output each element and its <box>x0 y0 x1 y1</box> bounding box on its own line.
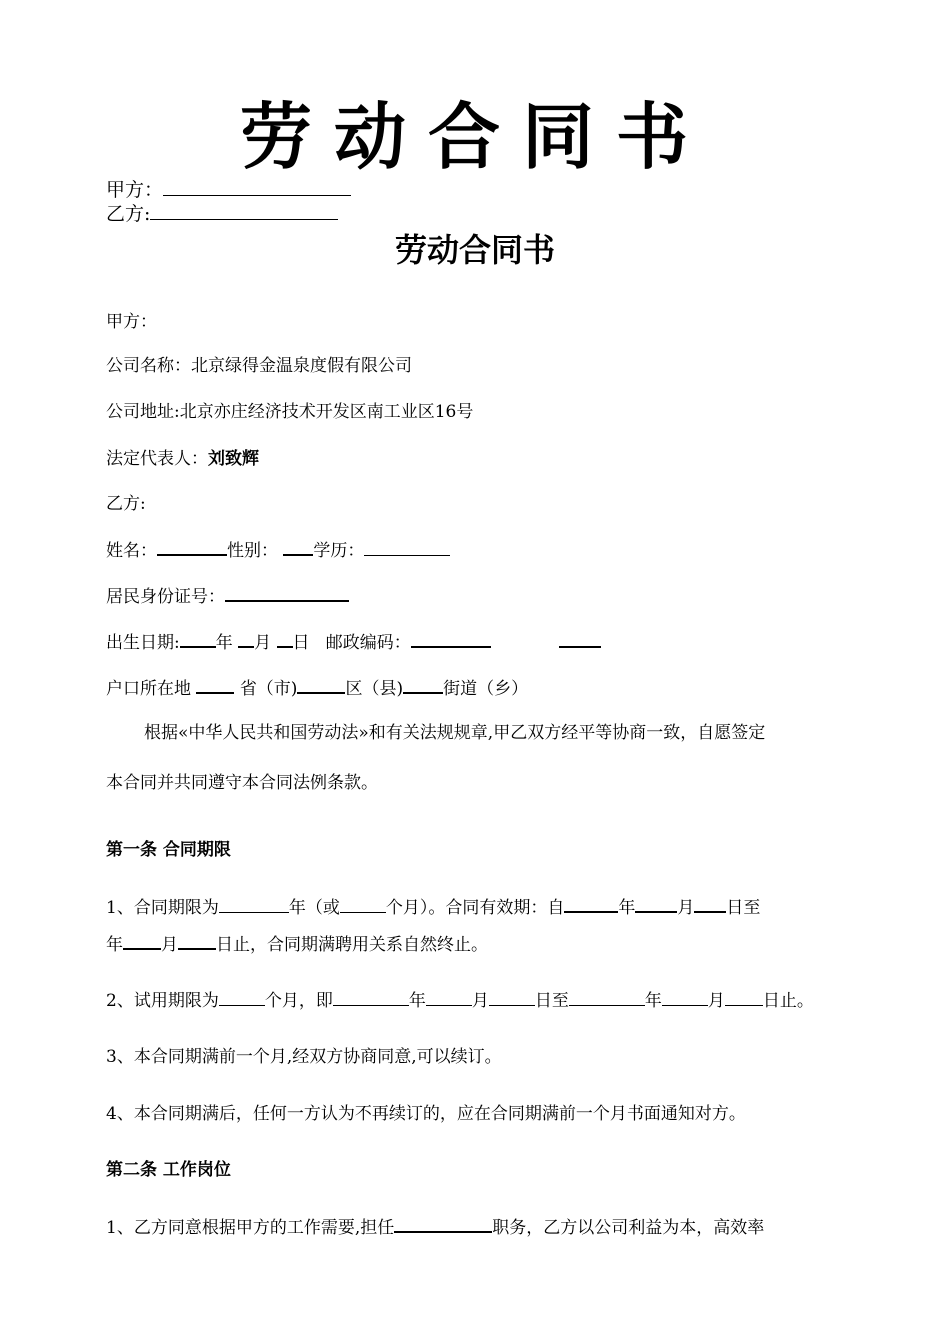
name-blank[interactable] <box>157 537 227 556</box>
personal-info-line <box>106 537 450 563</box>
gender-blank[interactable] <box>283 537 313 556</box>
clause-text: 日至 <box>726 898 761 918</box>
clause-text: 1、乙方同意根据甲方的工作需要,担任 <box>106 1218 395 1238</box>
province-label: 省（市) <box>239 679 298 699</box>
document-subtitle: 劳动合同书 <box>394 231 555 269</box>
clause-text: 1、合同期限为 <box>106 898 219 918</box>
birth-month-blank[interactable] <box>238 629 254 648</box>
hukou-label: 户口所在地 <box>106 679 191 699</box>
clause-text: 职务，乙方以公司利益为本，高效率 <box>492 1218 765 1238</box>
clause-text: 日至 <box>534 991 569 1011</box>
id-label: 居民身份证号： <box>106 587 225 607</box>
article-1-heading: 第一条 合同期限 <box>106 840 231 860</box>
probation-start-month-blank[interactable] <box>426 988 472 1006</box>
position-blank[interactable] <box>394 1214 492 1233</box>
clause-text: 月 <box>677 898 695 918</box>
preamble-line-1: 根据«中华人民共和国劳动法»和有关法规规章,甲乙双方经平等协商一致，自愿签定 <box>144 723 766 743</box>
hukou-line <box>106 675 528 701</box>
company-address-line <box>106 400 473 424</box>
clause-text: 年 <box>106 935 123 955</box>
clause-text: 个月，即 <box>264 991 333 1011</box>
name-label: 姓名： <box>106 541 157 561</box>
end-month-blank[interactable] <box>178 931 216 950</box>
article-1-clause-1-line-2 <box>106 931 488 957</box>
clause-text: 日止，合同期满聘用关系自然终止。 <box>216 935 488 955</box>
street-blank[interactable] <box>403 675 443 694</box>
clause-text: 月 <box>161 935 178 955</box>
clause-text: 年 <box>644 991 662 1011</box>
party-b-heading: 乙方: <box>106 494 146 514</box>
document-title: 劳动合同书 <box>239 94 710 179</box>
province-blank[interactable] <box>196 675 234 694</box>
clause-text: 个月）。合同有效期：自 <box>385 898 565 918</box>
party-a-line <box>106 176 351 202</box>
start-month-blank[interactable] <box>635 894 677 913</box>
clause-text: 2、试用期限为 <box>106 991 219 1011</box>
id-blank[interactable] <box>225 583 349 602</box>
clause-text: 年 <box>618 898 636 918</box>
company-address: 北京亦庄经济技术开发区南工业区16号 <box>179 402 474 422</box>
birth-year-label: 年 <box>215 633 233 653</box>
article-2-clause-1 <box>106 1214 764 1240</box>
party-a-blank[interactable] <box>163 176 351 196</box>
postcode-blank[interactable] <box>411 629 491 648</box>
gender-label: 性别： <box>227 541 278 561</box>
street-label: 街道（乡） <box>443 679 529 699</box>
article-1-clause-2 <box>106 988 814 1013</box>
birth-label: 出生日期: <box>106 633 180 653</box>
probation-start-day-blank[interactable] <box>489 988 535 1006</box>
end-year-blank[interactable] <box>123 931 161 950</box>
probation-months-blank[interactable] <box>219 988 265 1006</box>
probation-start-year-blank[interactable] <box>333 988 409 1006</box>
term-months-blank[interactable] <box>340 895 386 913</box>
article-2-heading: 第二条 工作岗位 <box>106 1160 231 1180</box>
birth-month-label: 月 <box>254 633 272 653</box>
education-label: 学历： <box>313 541 365 561</box>
probation-end-year-blank[interactable] <box>569 988 645 1006</box>
extra-blank[interactable] <box>559 629 601 648</box>
postcode-label: 邮政编码： <box>325 633 411 653</box>
birth-day-blank[interactable] <box>277 629 293 648</box>
legal-rep-name: 刘致辉 <box>208 449 259 469</box>
probation-end-day-blank[interactable] <box>725 988 763 1006</box>
id-line <box>106 583 349 609</box>
legal-rep-label: 法定代表人： <box>106 449 208 469</box>
education-blank[interactable] <box>364 538 450 556</box>
probation-end-month-blank[interactable] <box>662 988 708 1006</box>
preamble-line-2: 本合同并共同遵守本合同法例条款。 <box>106 773 378 793</box>
article-1-clause-4: 4、本合同期满后，任何一方认为不再续订的，应在合同期满前一个月书面通知对方。 <box>106 1104 746 1124</box>
clause-text: 年（或 <box>288 898 340 918</box>
party-a-label: 甲方： <box>106 179 164 201</box>
company-name-line <box>106 354 412 378</box>
start-day-blank[interactable] <box>694 894 726 913</box>
party-b-line <box>106 200 338 226</box>
clause-text: 月 <box>471 991 489 1011</box>
clause-text: 月 <box>707 991 725 1011</box>
birth-year-blank[interactable] <box>180 629 216 648</box>
clause-text: 日止。 <box>762 991 814 1011</box>
clause-text: 年 <box>408 991 426 1011</box>
company-name-label: 公司名称： <box>106 356 191 376</box>
legal-rep-line <box>106 447 259 471</box>
article-1-clause-1-line-1 <box>106 894 760 920</box>
article-1-clause-3: 3、本合同期满前一个月,经双方协商同意,可以续订。 <box>106 1047 502 1067</box>
company-name: 北京绿得金温泉度假有限公司 <box>191 356 412 376</box>
party-b-blank[interactable] <box>150 200 338 220</box>
district-label: 区（县) <box>345 679 404 699</box>
birth-day-label: 日 <box>292 633 310 653</box>
party-b-label: 乙方: <box>106 203 151 225</box>
start-year-blank[interactable] <box>564 894 618 913</box>
company-address-label: 公司地址: <box>106 402 180 422</box>
party-a-heading: 甲方： <box>106 312 157 332</box>
district-blank[interactable] <box>297 675 345 694</box>
term-years-blank[interactable] <box>219 895 289 913</box>
birth-line <box>106 629 601 655</box>
